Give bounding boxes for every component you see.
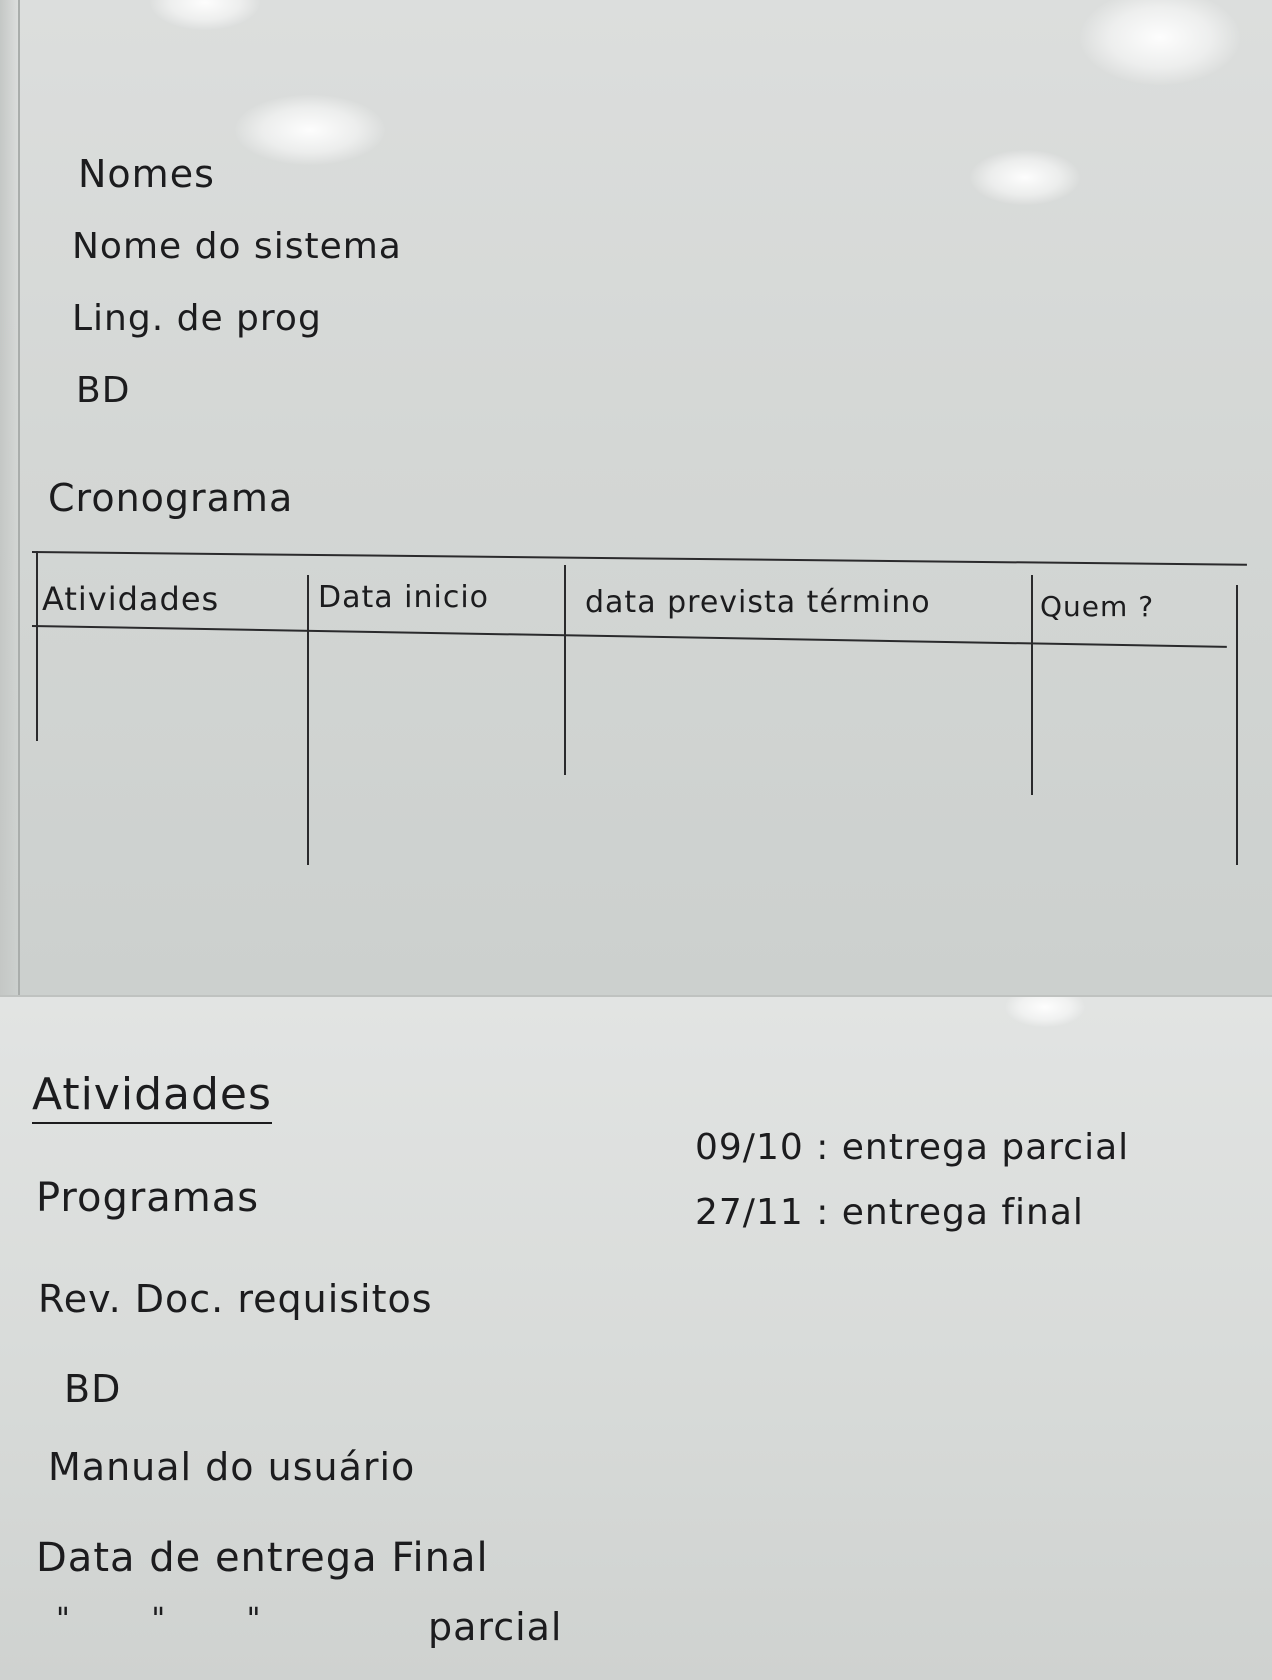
light-reflection — [1005, 997, 1085, 1027]
activity-manual-usuario: Manual do usuário — [48, 1445, 416, 1489]
field-linguagem: Ling. de prog — [72, 298, 322, 339]
header-data-inicio: Data inicio — [318, 580, 490, 615]
schedule-title: Cronograma — [48, 476, 294, 520]
light-reflection — [1080, 0, 1240, 85]
light-reflection — [150, 0, 260, 30]
table-header-border — [32, 625, 1227, 648]
ditto-marks: " " " — [56, 1602, 297, 1637]
table-column-divider — [1031, 575, 1033, 795]
header-atividades: Atividades — [42, 580, 220, 618]
table-top-border — [32, 551, 1247, 566]
deadline-entrega-parcial: 09/10 : entrega parcial — [695, 1127, 1130, 1168]
header-quem: Quem ? — [1040, 590, 1155, 623]
activity-data-entrega-final: Data de entrega Final — [36, 1535, 489, 1581]
activity-programas: Programas — [36, 1175, 260, 1221]
light-reflection — [235, 95, 385, 165]
activity-data-entrega-parcial: parcial — [428, 1605, 563, 1649]
table-column-divider — [307, 575, 309, 865]
whiteboard-frame-edge — [18, 0, 20, 997]
table-column-divider — [564, 565, 566, 775]
field-bd: BD — [76, 370, 131, 411]
table-column-divider — [36, 551, 38, 741]
field-nome-sistema: Nome do sistema — [72, 226, 402, 267]
deadline-entrega-final: 27/11 : entrega final — [695, 1192, 1084, 1233]
activities-title: Atividades — [32, 1069, 272, 1124]
table-column-divider — [1236, 585, 1238, 865]
activity-rev-doc-requisitos: Rev. Doc. requisitos — [38, 1277, 433, 1321]
whiteboard-frame — [0, 0, 18, 997]
header-data-prevista-termino: data prevista término — [585, 585, 931, 620]
light-reflection — [970, 150, 1080, 205]
field-nomes: Nomes — [78, 152, 215, 196]
activity-bd: BD — [64, 1367, 122, 1411]
whiteboard-photo-bottom — [0, 997, 1272, 1680]
